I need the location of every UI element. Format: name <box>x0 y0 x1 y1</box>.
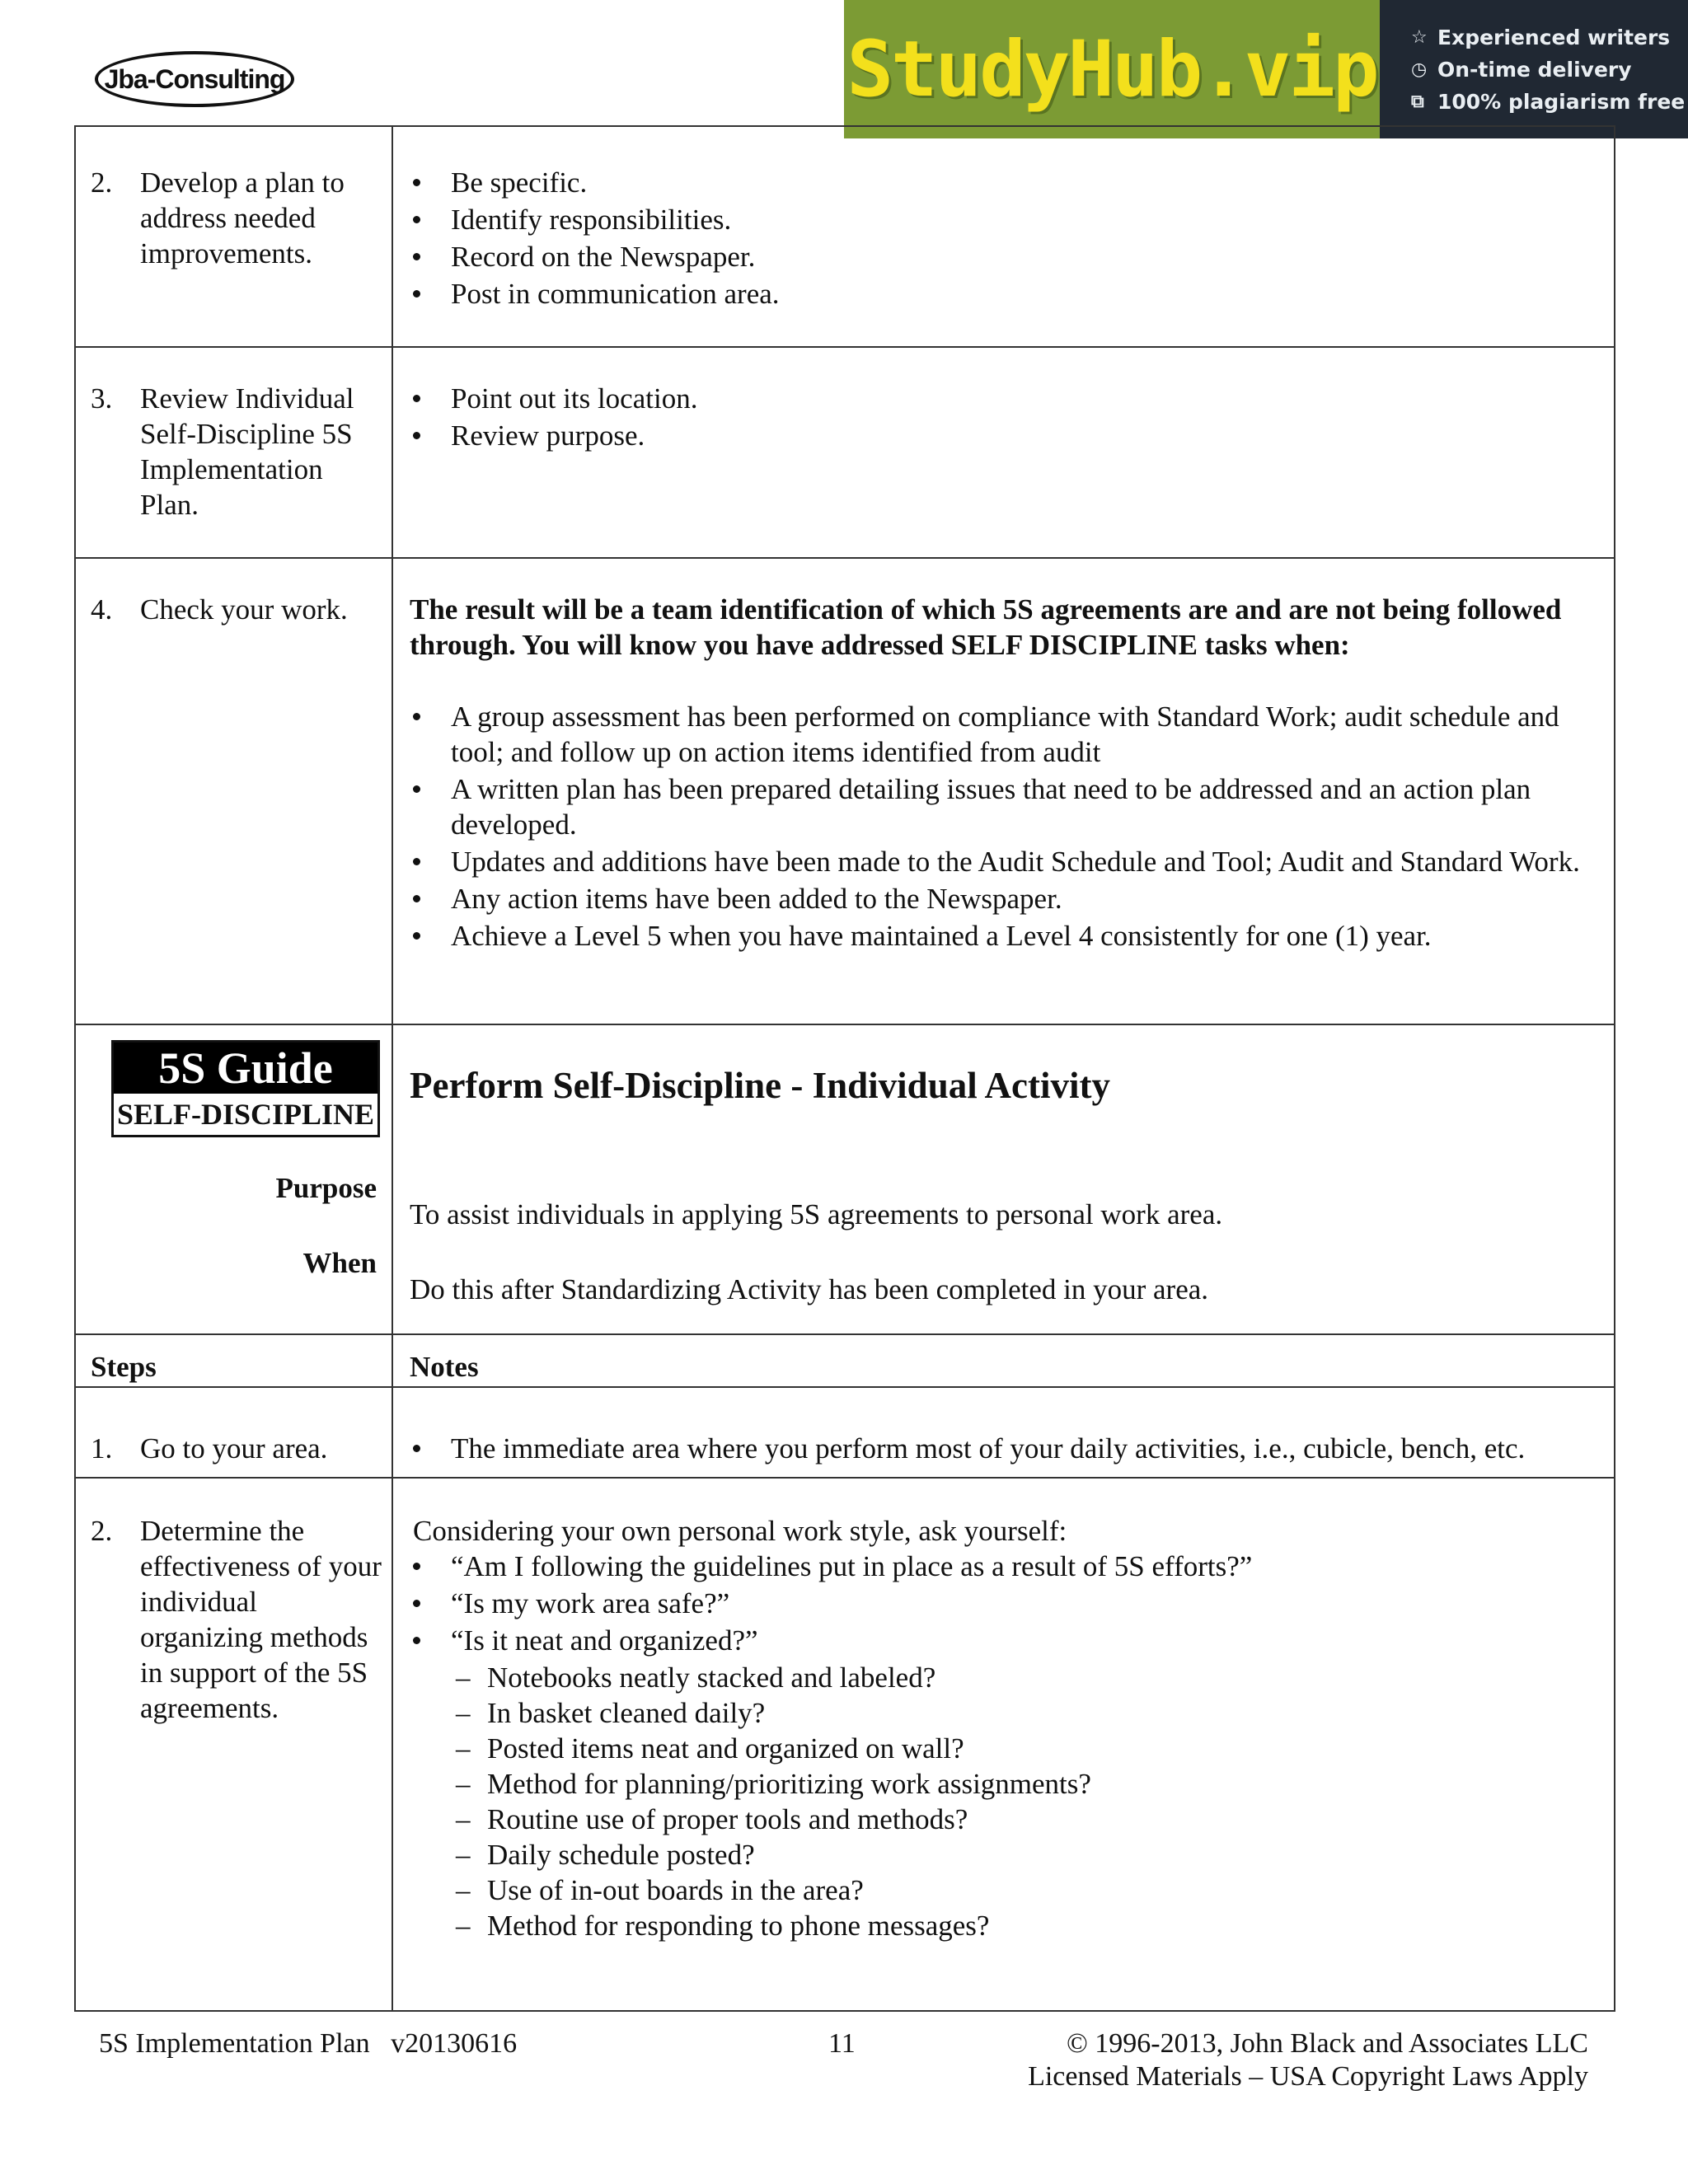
step-cell <box>75 1387 392 1478</box>
purpose-label: Purpose <box>275 1172 377 1204</box>
list-item: “Am I following the guidelines put in place as a result of 5S efforts?” <box>410 1549 1589 1584</box>
footer-copyright-block <box>1028 2027 1588 2093</box>
header-row <box>75 1334 1615 1387</box>
studyhub-banner[interactable] <box>844 0 1688 138</box>
implementation-table <box>74 125 1615 2012</box>
list-item: The immediate area where you perform most of your daily activities, i.e., cubicle, bench, etc. <box>410 1431 1589 1466</box>
footer-license: Licensed Materials – USA Copyright Laws Apply <box>1028 2061 1588 2092</box>
notes-list <box>410 165 1589 312</box>
feature-row <box>1411 90 1688 114</box>
notes-cell <box>392 1478 1615 2011</box>
footer-copyright: © 1996-2013, John Black and Associates LLC <box>1066 2028 1588 2059</box>
banner-title: StudyHub.vip <box>846 24 1377 115</box>
step-number: 1. <box>91 1432 113 1465</box>
table-row <box>75 126 1615 347</box>
notes-cell <box>392 558 1615 1024</box>
notes-list <box>410 1431 1589 1466</box>
step-text: Determine the effectiveness of your individual organizing methods in support of the 5S agreements. <box>140 1515 382 1724</box>
check-intro: The result will be a team identification of which 5S agreements are and are not being followed through. You will know you have addressed SELF DISCIPLINE tasks when: <box>410 593 1562 661</box>
sub-item: – Posted items neat and organized on wall? <box>456 1731 1589 1766</box>
notes-header-cell <box>392 1334 1615 1387</box>
list-item: Achieve a Level 5 when you have maintained a Level 4 consistently for one (1) year. <box>410 918 1589 954</box>
table-row <box>75 1478 1615 2011</box>
feature-label: Experienced writers <box>1437 25 1671 49</box>
guide-box <box>111 1040 380 1137</box>
guide-box-title: 5S Guide <box>114 1043 377 1094</box>
notes-cell <box>392 347 1615 558</box>
footer-doc-title: 5S Implementation Plan v20130616 <box>99 2028 518 2059</box>
step-text: Develop a plan to address needed improvements. <box>140 166 345 269</box>
list-item: Updates and additions have been made to the Audit Schedule and Tool; Audit and Standard Work. <box>410 844 1589 879</box>
list-item: Point out its location. <box>410 381 1589 416</box>
purpose-text: To assist individuals in applying 5S agreements to personal work area. <box>410 1198 1223 1230</box>
step-text: Check your work. <box>140 593 348 626</box>
sub-item: – Use of in-out boards in the area? <box>456 1872 1589 1908</box>
table-row <box>75 1024 1615 1334</box>
sub-item: – Notebooks neatly stacked and labeled? <box>456 1660 1589 1695</box>
sub-item: – Routine use of proper tools and methods? <box>456 1802 1589 1837</box>
list-item: A written plan has been prepared detailing issues that need to be addressed and an action plan developed. <box>410 771 1589 842</box>
feature-label: 100% plagiarism free <box>1437 89 1686 114</box>
guide-content-cell <box>392 1024 1615 1334</box>
page-number: 11 <box>828 2028 856 2059</box>
step-cell <box>75 558 392 1024</box>
list-item: Any action items have been added to the Newspaper. <box>410 881 1589 916</box>
list-item: Identify responsibilities. <box>410 202 1589 237</box>
list-item: Be specific. <box>410 165 1589 200</box>
notes-header: Notes <box>410 1351 479 1383</box>
steps-header-cell <box>75 1334 392 1387</box>
list-item: Review purpose. <box>410 418 1589 453</box>
banner-brand <box>844 0 1380 138</box>
notes-list <box>410 381 1589 453</box>
activity-title: Perform Self-Discipline - Individual Activity <box>410 1065 1110 1106</box>
notes-intro: Considering your own personal work style, ask yourself: <box>413 1515 1067 1547</box>
step-text: Review Individual Self-Discipline 5S Implementation Plan. <box>140 382 354 521</box>
table-row <box>75 347 1615 558</box>
sub-item: – Method for planning/prioritizing work assignments? <box>456 1766 1589 1802</box>
banner-features <box>1380 0 1688 138</box>
step-cell <box>75 126 392 347</box>
list-item: “Is my work area safe?” <box>410 1586 1589 1621</box>
list-item: “Is it neat and organized?” <box>410 1623 1589 1658</box>
when-text: Do this after Standardizing Activity has been completed in your area. <box>410 1273 1209 1305</box>
guide-cell <box>75 1024 392 1334</box>
notes-cell <box>392 1387 1615 1478</box>
step-number: 2. <box>91 1515 113 1547</box>
steps-header: Steps <box>91 1351 157 1383</box>
list-item: Post in communication area. <box>410 276 1589 312</box>
feature-row <box>1411 58 1688 82</box>
table-row <box>75 1387 1615 1478</box>
guide-box-subtitle: SELF-DISCIPLINE <box>116 1098 375 1131</box>
sub-item: – Method for responding to phone messages? <box>456 1908 1589 1943</box>
clock-icon: ◷ <box>1411 59 1428 80</box>
copy-icon: ⧉ <box>1411 91 1424 112</box>
notes-list <box>410 699 1589 954</box>
table-row <box>75 558 1615 1024</box>
sub-list <box>413 1660 1589 1943</box>
step-number: 3. <box>91 382 113 415</box>
step-cell <box>75 1478 392 2011</box>
sub-item: – In basket cleaned daily? <box>456 1695 1589 1731</box>
step-number: 4. <box>91 593 113 626</box>
step-number: 2. <box>91 166 113 199</box>
jba-consulting-logo: Jba-Consulting <box>95 51 294 107</box>
notes-cell <box>392 126 1615 347</box>
when-label: When <box>302 1247 377 1279</box>
feature-label: On-time delivery <box>1437 57 1632 82</box>
step-text: Go to your area. <box>140 1432 328 1465</box>
step-cell <box>75 347 392 558</box>
feature-row <box>1411 26 1688 49</box>
sub-item: – Daily schedule posted? <box>456 1837 1589 1872</box>
notes-list <box>410 1549 1589 1658</box>
list-item: A group assessment has been performed on compliance with Standard Work; audit schedule and tool; and follow up on action items identified from audit <box>410 699 1589 770</box>
list-item: Record on the Newspaper. <box>410 239 1589 274</box>
star-icon: ☆ <box>1411 26 1428 48</box>
